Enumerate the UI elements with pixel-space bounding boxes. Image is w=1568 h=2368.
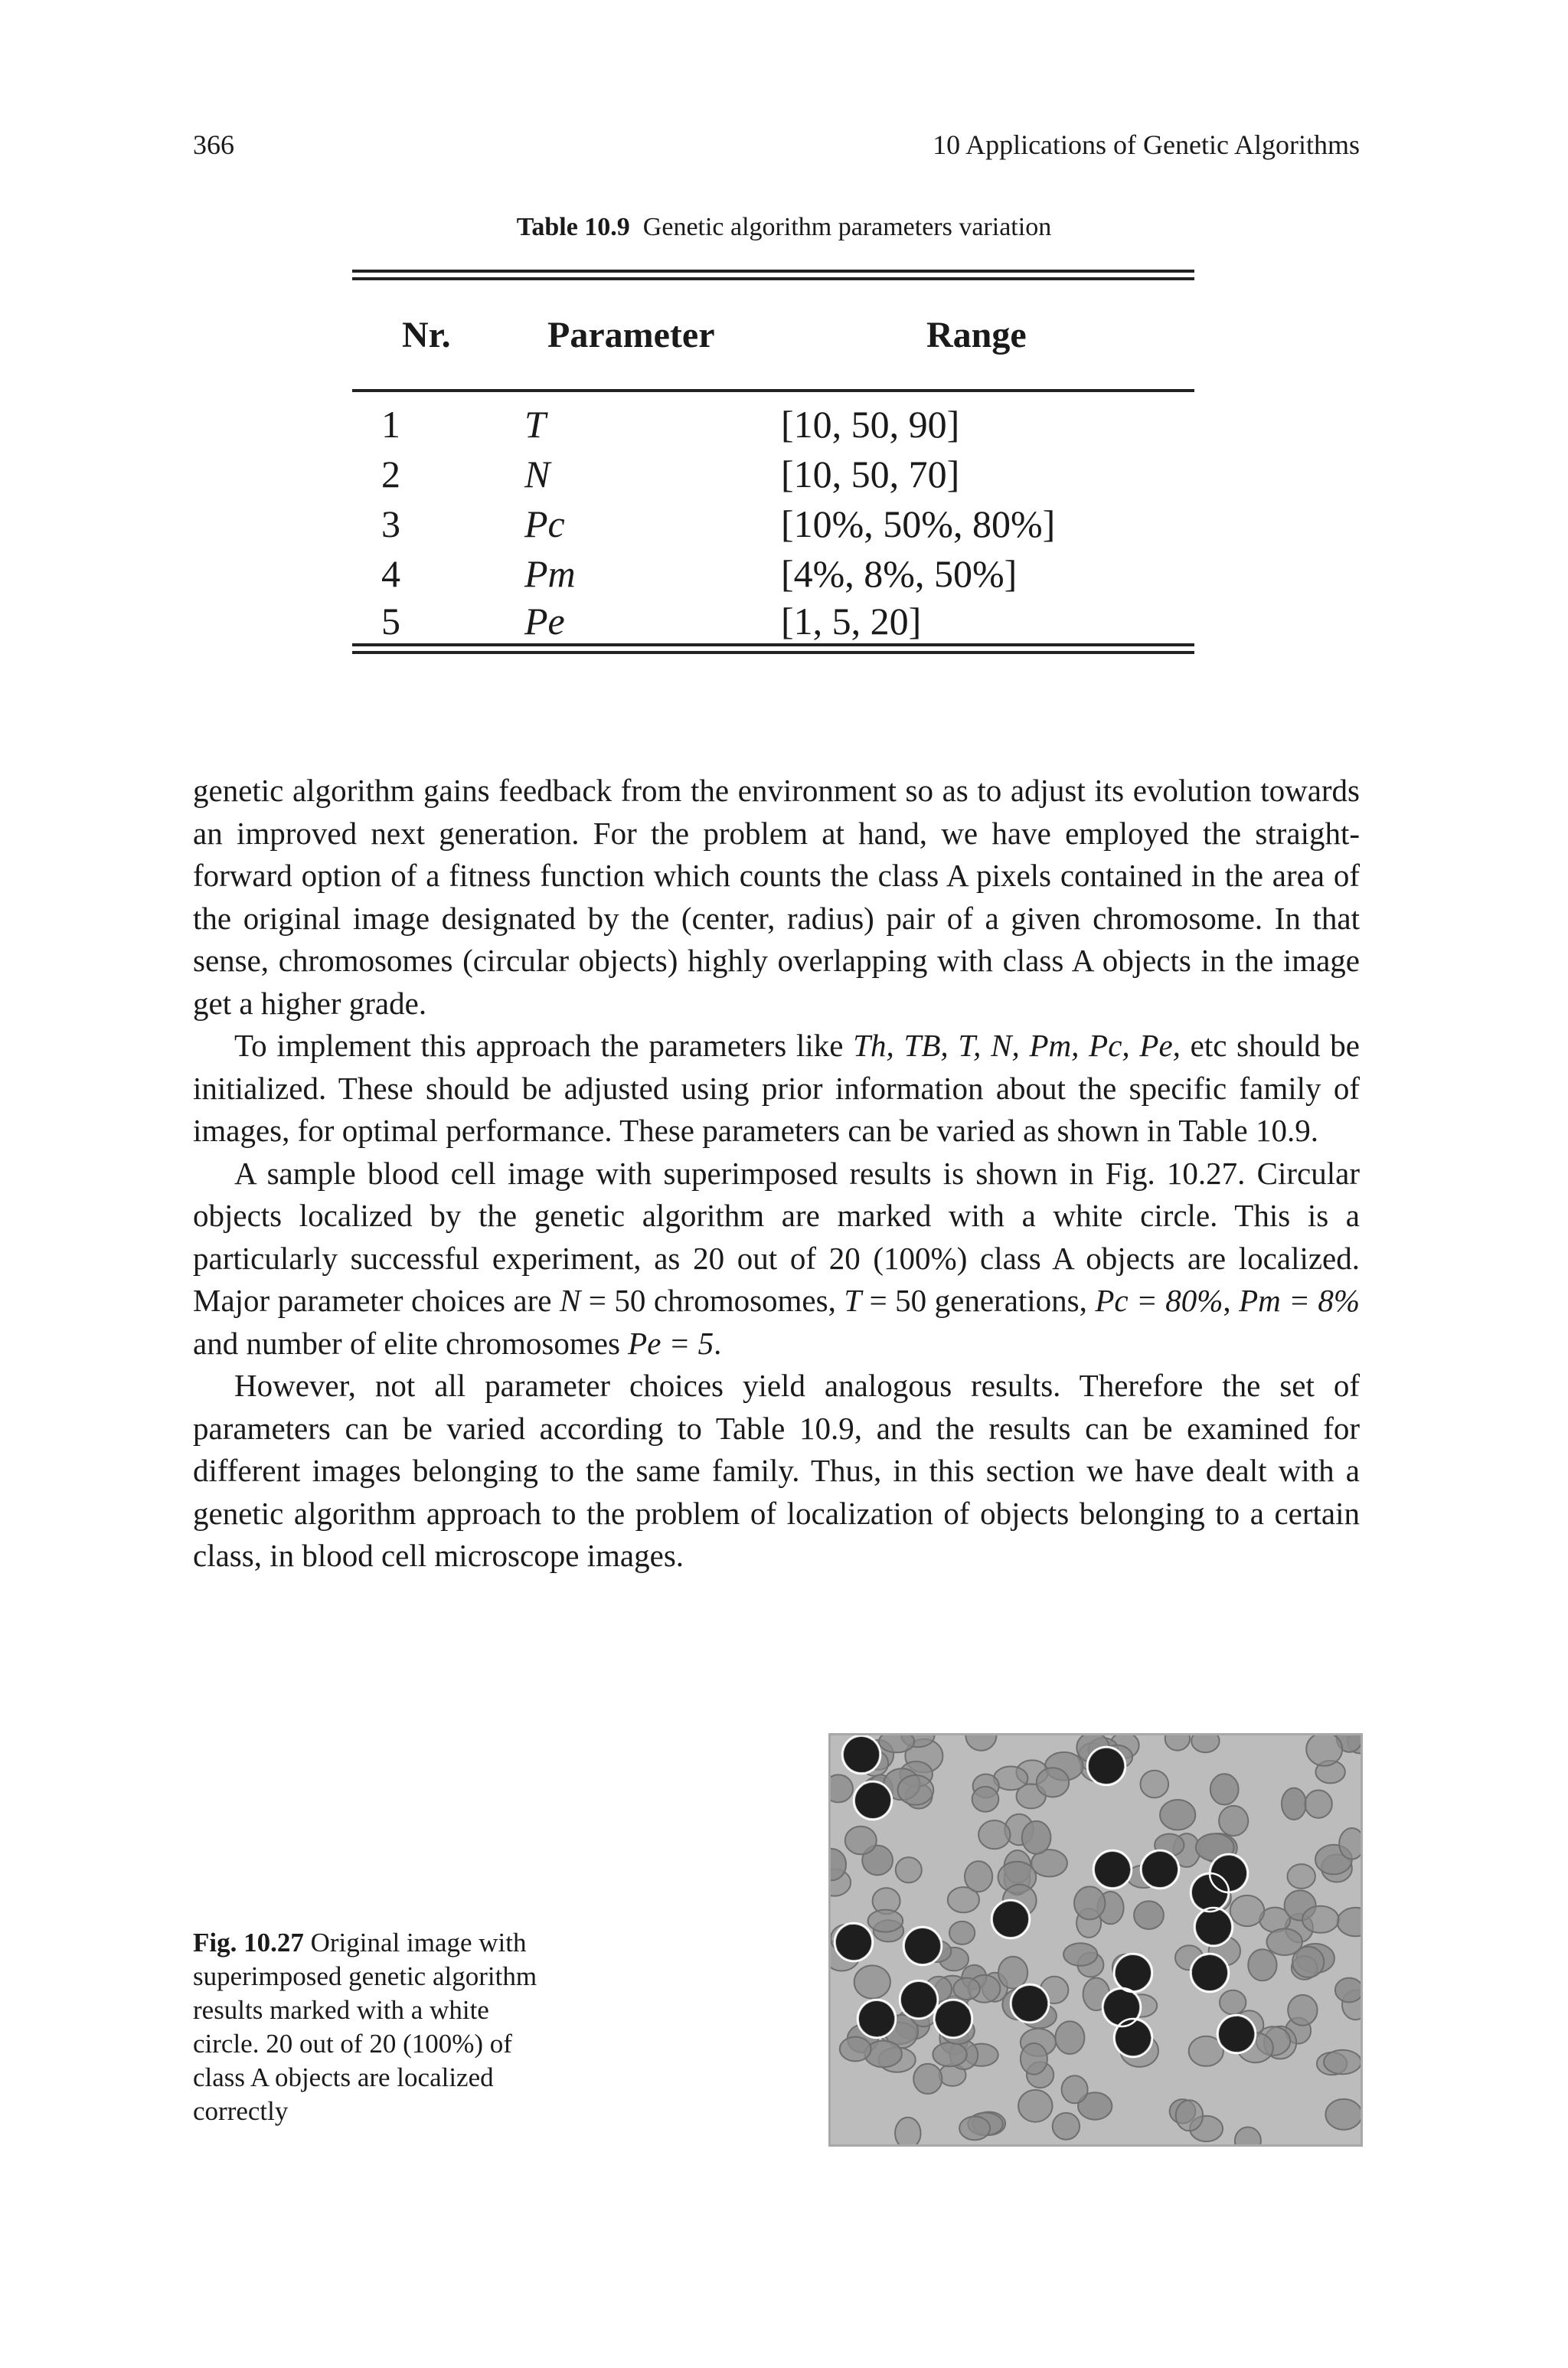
red-blood-cell	[913, 2064, 942, 2094]
red-blood-cell	[1302, 1906, 1339, 1933]
class-a-cell	[1211, 1856, 1246, 1891]
red-blood-cell	[1282, 1788, 1306, 1820]
table-bottom-rule-2	[352, 651, 1194, 654]
table-header-rule	[352, 389, 1194, 392]
body-text	[193, 770, 1360, 1578]
red-blood-cell	[879, 1735, 914, 1752]
class-a-cell	[855, 1783, 890, 1818]
red-blood-cell	[1230, 1895, 1265, 1926]
blood-cell-micrograph	[831, 1735, 1361, 2144]
red-blood-cell	[1288, 1995, 1317, 2026]
class-a-cell	[1012, 1986, 1047, 2021]
cell-nr: 2	[381, 453, 400, 496]
paragraph: To implement this approach the parameters like Th, TB, T, N, Pm, Pc, Pe, etc should be initialized. These should be adjusted using prior information about the specific family of images, for optimal performance. These parameters can be varied as shown in Table 10.9.	[193, 1028, 1360, 1148]
red-blood-cell	[978, 1820, 1010, 1849]
class-a-cell	[1219, 2016, 1254, 2052]
cell-parameter: Pc	[524, 502, 565, 545]
red-blood-cell	[1324, 2050, 1361, 2075]
cell-nr: 4	[381, 552, 400, 595]
class-a-cell	[1116, 1955, 1151, 1990]
class-a-cell	[836, 1925, 871, 1960]
red-blood-cell	[868, 1910, 903, 1932]
red-blood-cell	[949, 1922, 975, 1944]
red-blood-cell	[1210, 1774, 1239, 1804]
table-bottom-rule	[352, 643, 1194, 646]
class-a-cell	[859, 2001, 894, 2036]
red-blood-cell	[1160, 1800, 1195, 1830]
cell-parameter: T	[524, 403, 546, 446]
cell-range: [10, 50, 90]	[781, 403, 960, 446]
red-blood-cell	[831, 1774, 853, 1802]
red-blood-cell	[1248, 1949, 1276, 1980]
red-blood-cell	[1176, 2100, 1203, 2131]
red-blood-cell	[1141, 1771, 1169, 1798]
cell-parameter: Pm	[524, 552, 576, 595]
red-blood-cell	[1053, 2113, 1080, 2140]
paragraph: A sample blood cell image with superimposed results is shown in Fig. 10.27. Circular objects localized by the genetic algorithm are marked with a white circle. This is a particularly successful experiment, as 20 out of 20 (100%) class A objects are localized. Major parameter choices are N = 50 chromosomes, T = 50 generations, Pc = 80%, Pm = 8% and number of elite chromosomes Pe = 5.	[193, 1155, 1360, 1361]
table-top-rule	[352, 270, 1194, 273]
red-blood-cell	[1325, 2099, 1361, 2130]
table-top-rule-2	[352, 277, 1194, 280]
figure-label: Fig. 10.27	[193, 1928, 304, 1958]
cell-parameter: N	[524, 453, 550, 496]
class-a-cell	[993, 1902, 1028, 1937]
blood-cell-image	[828, 1733, 1363, 2147]
red-blood-cell	[840, 2037, 871, 2062]
cell-nr: 1	[381, 403, 400, 446]
red-blood-cell	[1018, 2090, 1052, 2122]
class-a-cell	[1095, 1852, 1130, 1887]
red-blood-cell	[854, 1965, 890, 1998]
red-blood-cell	[972, 1787, 999, 1812]
class-a-cell	[1089, 1748, 1124, 1784]
class-a-cell	[936, 2001, 971, 2036]
cell-range: [4%, 8%, 50%]	[781, 552, 1018, 595]
paragraph: However, not all parameter choices yield analogous results. Therefore the set of parameters can be varied according to Table 10.9, and the results can be examined for different images belonging to the same family. Thus, in this section we have dealt with a genetic algorithm approach to the problem of localization of objects belonging to a certain class, in blood cell microscope images.	[193, 1368, 1360, 1573]
column-header-range: Range	[926, 315, 1027, 355]
red-blood-cell	[953, 1978, 980, 2000]
class-a-cell	[905, 1928, 940, 1964]
red-blood-cell	[1063, 1943, 1097, 1966]
red-blood-cell	[1267, 1928, 1302, 1955]
cell-range: [1, 5, 20]	[781, 600, 922, 643]
red-blood-cell	[1037, 1768, 1069, 1797]
red-blood-cell	[1022, 1821, 1051, 1854]
cell-nr: 3	[381, 502, 400, 545]
red-blood-cell	[895, 2118, 920, 2144]
table-title: Genetic algorithm parameters variation	[642, 213, 1052, 241]
class-a-cell	[1196, 1909, 1231, 1944]
red-blood-cell	[1074, 1886, 1105, 1919]
class-a-cell	[1192, 1955, 1227, 1990]
red-blood-cell	[1288, 1864, 1315, 1889]
paragraph: genetic algorithm gains feedback from the environment so as to adjust its evolution towards an improved next generation. For the problem at hand, we have employed the straight-forward option of a fitness function which counts the class A pixels contained in the area of the original image designated by the (center, radius) pair of a given chromosome. In that sense, chromosomes (circular objects) highly overlapping with class A objects in the image get a higher grade.	[193, 773, 1360, 1021]
red-blood-cell	[1219, 1806, 1248, 1836]
cell-nr: 5	[381, 600, 400, 643]
column-header-nr: Nr.	[402, 315, 451, 355]
red-blood-cell	[1055, 2021, 1084, 2054]
red-blood-cell	[1339, 1828, 1361, 1859]
class-a-cell	[844, 1737, 879, 1772]
red-blood-cell	[1335, 1978, 1361, 2003]
cell-parameter: Pe	[524, 600, 565, 643]
red-blood-cell	[965, 1861, 992, 1892]
cell-range: [10%, 50%, 80%]	[781, 502, 1056, 545]
red-blood-cell	[1220, 1990, 1246, 2015]
red-blood-cell	[1021, 2043, 1047, 2075]
red-blood-cell	[1305, 1791, 1331, 1818]
figure-caption	[193, 1926, 553, 2128]
red-blood-cell	[998, 1957, 1027, 1989]
column-header-parameter: Parameter	[547, 315, 715, 355]
class-a-cell	[901, 1982, 936, 2017]
table-caption	[0, 213, 1568, 242]
cell-range: [10, 50, 70]	[781, 453, 960, 496]
table-label: Table 10.9	[516, 213, 630, 241]
running-head: 10 Applications of Genetic Algorithms	[933, 129, 1360, 160]
parameter-table	[352, 260, 1194, 659]
page-number: 366	[193, 129, 234, 160]
red-blood-cell	[896, 1857, 922, 1882]
red-blood-cell	[933, 2043, 966, 2066]
figure-caption-text: Original image with superimposed genetic algorithm results marked with a white circle. 20 out of 20 (100%) of class A objects are localized correctly	[193, 1928, 537, 2126]
red-blood-cell	[1062, 2075, 1088, 2103]
red-blood-cell	[1191, 1735, 1219, 1752]
class-a-cell	[1142, 1852, 1178, 1887]
red-blood-cell	[1134, 1901, 1164, 1929]
red-blood-cell	[1306, 1735, 1342, 1766]
red-blood-cell	[898, 1775, 934, 1805]
red-blood-cell	[959, 2117, 990, 2141]
red-blood-cell	[845, 1827, 877, 1855]
